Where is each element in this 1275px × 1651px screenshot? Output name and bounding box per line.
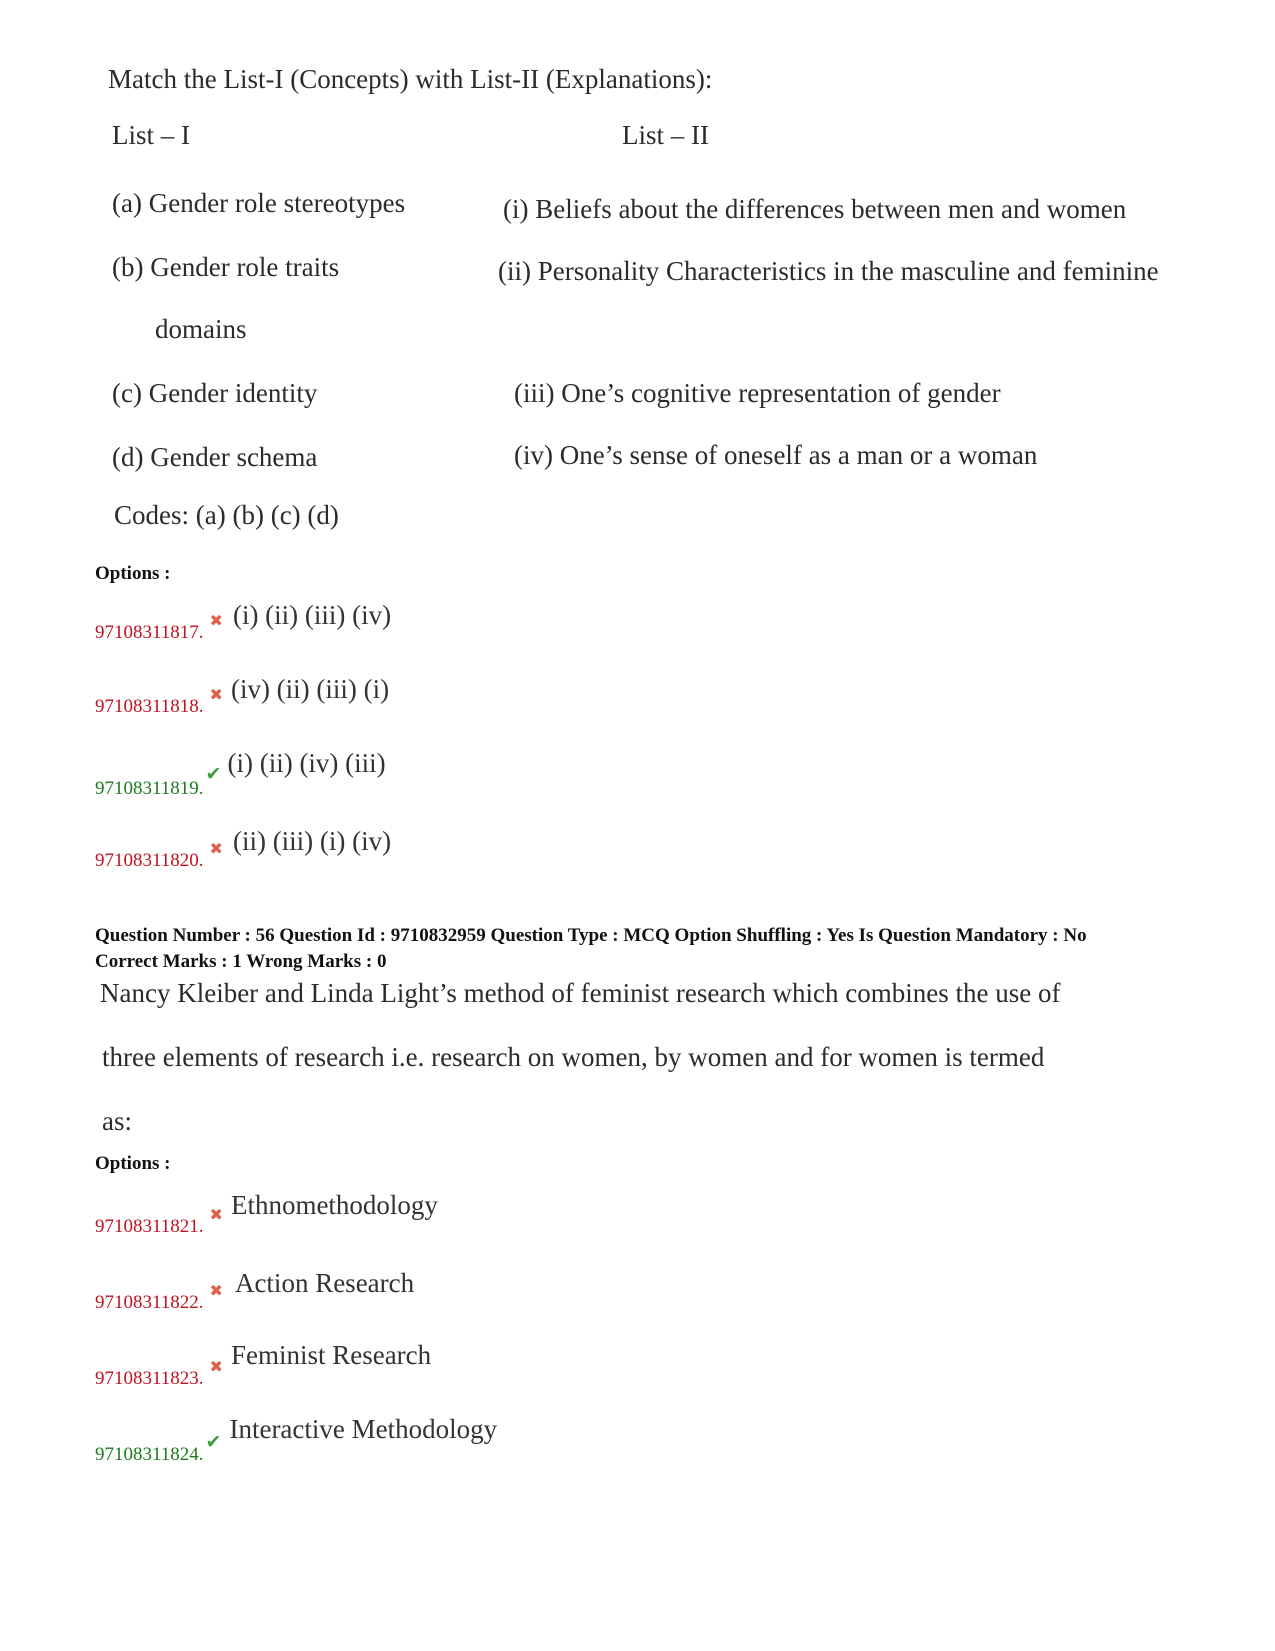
option-row[interactable] xyxy=(95,1414,498,1465)
q55-instruction: Match the List-I (Concepts) with List-II (Explanations): xyxy=(108,64,713,94)
option-text: (i) (ii) (iv) (iii) xyxy=(227,748,386,778)
option-id: 97108311820. xyxy=(95,850,204,871)
options-label: Options : xyxy=(95,563,171,584)
option-row[interactable] xyxy=(95,1340,432,1389)
list2-item-i: (i) Beliefs about the differences between men and women xyxy=(503,194,1127,224)
cross-icon: ✖ xyxy=(209,613,223,630)
list2-item-iv: (iv) One’s sense of oneself as a man or a woman xyxy=(514,440,1038,470)
check-icon: ✔ xyxy=(205,764,222,785)
list1-item-a: (a) Gender role stereotypes xyxy=(112,188,406,218)
codes-line: Codes: (a) (b) (c) (d) xyxy=(114,500,339,530)
question-text-line: three elements of research i.e. research on women, by women and for women is termed xyxy=(102,1042,1045,1072)
check-icon: ✔ xyxy=(205,1432,222,1453)
options-label: Options : xyxy=(95,1153,171,1174)
option-row[interactable] xyxy=(95,1268,415,1313)
option-row[interactable] xyxy=(95,826,392,871)
option-id: 97108311819. xyxy=(95,778,204,799)
list2-item-ii: (ii) Personality Characteristics in the masculine and feminine xyxy=(498,256,1159,286)
option-id: 97108311817. xyxy=(95,622,204,643)
option-row[interactable] xyxy=(95,674,390,717)
list1-item-b-cont: domains xyxy=(155,314,247,344)
cross-icon: ✖ xyxy=(209,687,223,704)
option-id: 97108311822. xyxy=(95,1292,204,1313)
list2-header: List – II xyxy=(622,120,709,150)
cross-icon: ✖ xyxy=(209,1283,223,1300)
option-text: (iv) (ii) (iii) (i) xyxy=(230,674,390,704)
question-meta: Question Number : 56 Question Id : 9710832959 Question Type : MCQ Option Shuffling : Yes Is Question Mandatory : No xyxy=(95,925,1087,946)
option-text: (ii) (iii) (i) (iv) xyxy=(232,826,392,856)
option-row[interactable] xyxy=(95,748,386,799)
cross-icon: ✖ xyxy=(209,1359,223,1376)
option-row[interactable] xyxy=(95,1190,438,1237)
option-text: Interactive Methodology xyxy=(229,1414,498,1444)
question-marks: Correct Marks : 1 Wrong Marks : 0 xyxy=(95,951,387,972)
option-id: 97108311818. xyxy=(95,696,204,717)
option-text: (i) (ii) (iii) (iv) xyxy=(232,600,392,630)
list1-item-d: (d) Gender schema xyxy=(112,442,318,472)
list1-header: List – I xyxy=(112,120,190,150)
list1-item-b: (b) Gender role traits xyxy=(112,252,340,282)
cross-icon: ✖ xyxy=(209,841,223,858)
question-text-line: Nancy Kleiber and Linda Light’s method of feminist research which combines the use of xyxy=(100,978,1061,1008)
option-text: Ethnomethodology xyxy=(230,1190,438,1220)
option-id: 97108311823. xyxy=(95,1368,204,1389)
option-id: 97108311821. xyxy=(95,1216,204,1237)
option-row[interactable] xyxy=(95,600,392,643)
option-id: 97108311824. xyxy=(95,1444,204,1465)
cross-icon: ✖ xyxy=(209,1207,223,1224)
question-text-line: as: xyxy=(102,1106,132,1136)
list2-item-iii: (iii) One’s cognitive representation of gender xyxy=(514,378,1001,408)
option-text: Feminist Research xyxy=(230,1340,432,1370)
list1-item-c: (c) Gender identity xyxy=(112,378,318,408)
option-text: Action Research xyxy=(234,1268,415,1298)
